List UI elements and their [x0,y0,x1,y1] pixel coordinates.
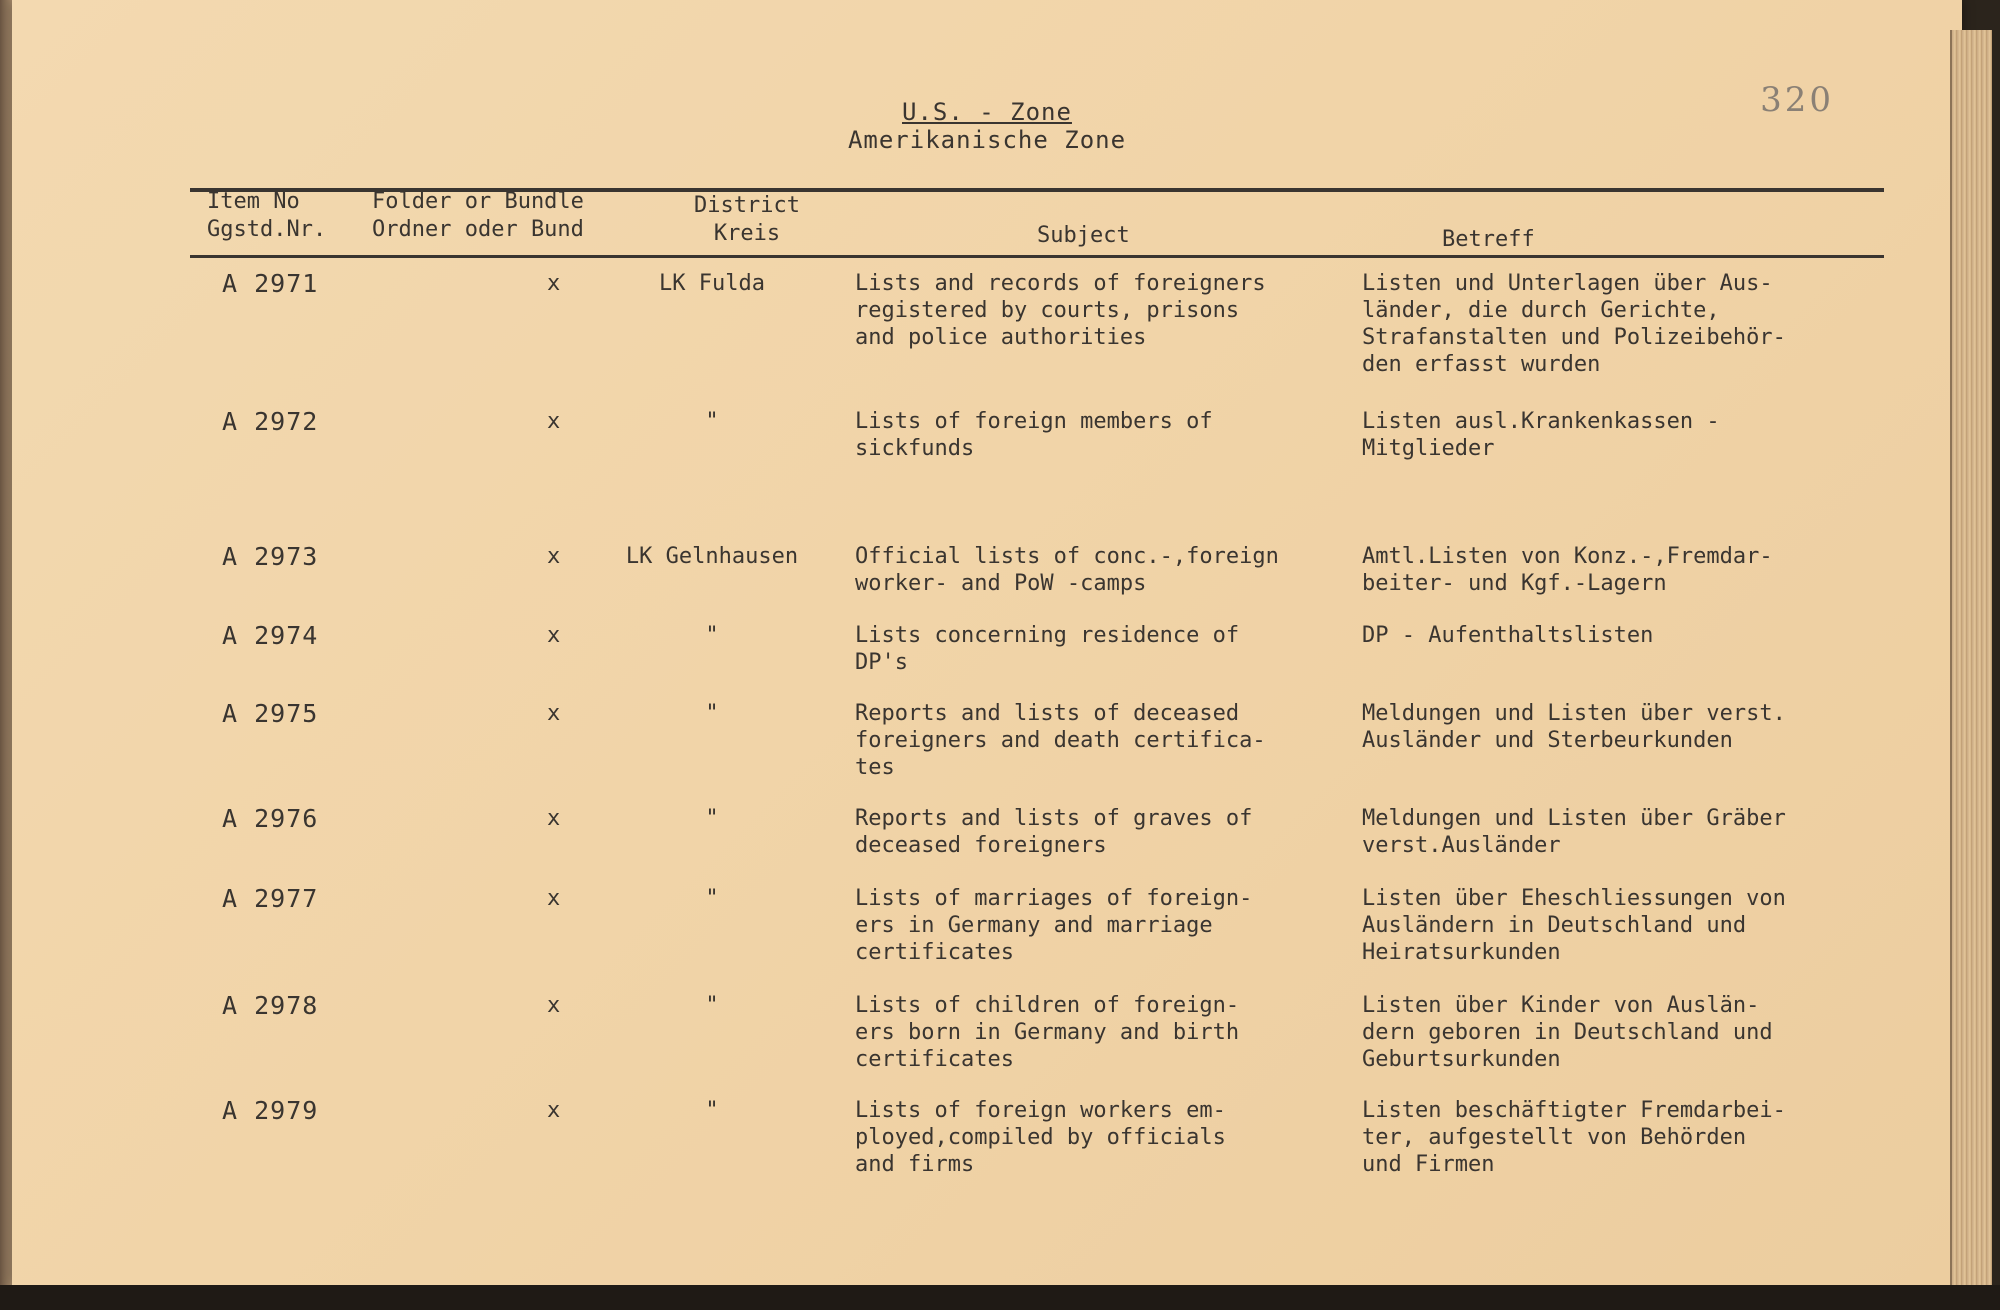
zone-title: U.S. - Zone [902,98,1072,126]
betreff: Listen und Unterlagen über Aus- länder, die durch Gerichte, Strafanstalten und Polizeibehör- den erfasst wurden [1362,271,1786,377]
document-page [12,0,1962,1285]
betreff: Listen ausl.Krankenkassen - Mitglieder [1362,409,1720,461]
column-header-subject: Subject [1037,223,1130,248]
column-header-betreff: Betreff [1442,227,1535,252]
betreff: Meldungen und Listen über Gräber verst.Ausländer [1362,806,1786,858]
folder-mark: x [547,993,561,1018]
folder-mark: x [547,409,561,434]
betreff: DP - Aufenthaltslisten [1362,623,1654,648]
district: LK Gelnhausen [625,544,799,569]
zone-title-line [12,98,1962,126]
column-header-folder: Folder or Bundle Ordner oder Bund [372,189,584,242]
district: " [705,1098,719,1123]
folder-mark: x [547,271,561,296]
subject: Official lists of conc.-,foreign worker- and PoW -camps [855,544,1279,596]
table-header-rule [190,255,1884,258]
district: " [705,701,719,726]
folder-mark: x [547,623,561,648]
zone-subtitle: Amerikanische Zone [847,126,1127,154]
betreff: Meldungen und Listen über verst. Ausländer und Sterbeurkunden [1362,701,1786,753]
betreff: Listen über Eheschliessungen von Ausländern in Deutschland und Heiratsurkunden [1362,886,1786,965]
page-stack-edges [1950,30,1992,1285]
folder-mark: x [547,701,561,726]
folder-mark: x [547,806,561,831]
folder-mark: x [547,886,561,911]
subject: Lists of foreign members of sickfunds [855,409,1213,461]
district: " [705,806,719,831]
item-number: A 2976 [222,804,319,833]
folder-mark: x [547,544,561,569]
item-number: A 2978 [222,991,319,1020]
subject: Lists of foreign workers em- ployed,compiled by officials and firms [855,1098,1226,1177]
item-number: A 2975 [222,699,319,728]
district: " [705,623,719,648]
scan-background [0,1285,2000,1310]
district: LK Fulda [659,271,765,296]
subject: Lists of children of foreign- ers born in Germany and birth certificates [855,993,1240,1072]
column-header-item: Item No Ggstd.Nr. [207,189,327,242]
page-number: 320 [1760,80,1834,120]
betreff: Listen über Kinder von Auslän- dern geboren in Deutschland und Geburtsurkunden [1362,993,1773,1072]
subject: Lists of marriages of foreign- ers in Germany and marriage certificates [855,886,1253,965]
betreff: Amtl.Listen von Konz.-,Fremdar- beiter- und Kgf.-Lagern [1362,544,1773,596]
item-number: A 2977 [222,884,319,913]
subject: Lists concerning residence of DP's [855,623,1240,675]
betreff: Listen beschäftigter Fremdarbei- ter, aufgestellt von Behörden und Firmen [1362,1098,1786,1177]
subject: Reports and lists of graves of deceased foreigners [855,806,1253,858]
item-number: A 2971 [222,269,319,298]
item-number: A 2973 [222,542,319,571]
column-header-district: District Kreis [694,193,800,246]
district: " [705,409,719,434]
subject: Reports and lists of deceased foreigners and death certifica- tes [855,701,1266,780]
item-number: A 2974 [222,621,319,650]
subject: Lists and records of foreigners registered by courts, prisons and police authorities [855,271,1266,350]
folder-mark: x [547,1098,561,1123]
district: " [705,886,719,911]
item-number: A 2979 [222,1096,319,1125]
item-number: A 2972 [222,407,319,436]
district: " [705,993,719,1018]
